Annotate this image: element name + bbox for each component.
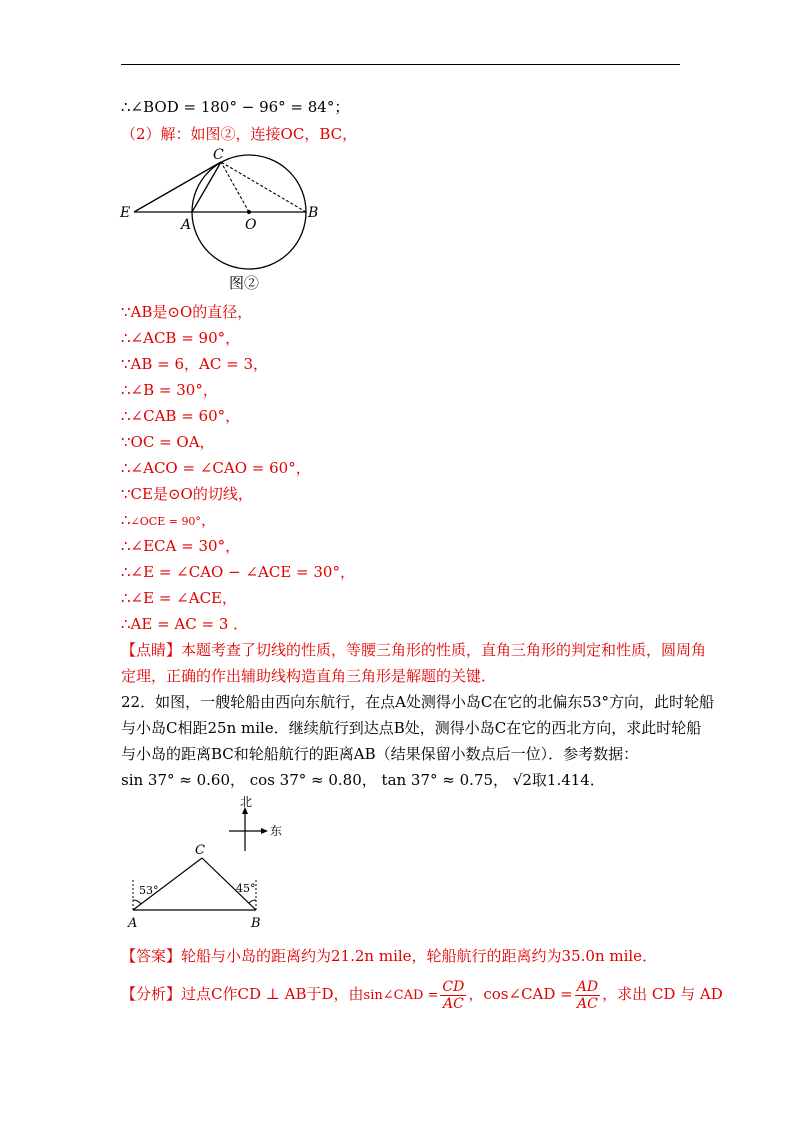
text-line-9: ∴∠ACO = ∠CAO = 60°，: [121, 459, 311, 477]
figure-caption: 图②: [229, 274, 260, 292]
comma: ，: [200, 511, 216, 529]
label-e: E: [120, 205, 131, 221]
fraction-numerator: CD: [442, 978, 465, 995]
segment-oc: [221, 162, 249, 212]
text-line-11: [121, 510, 216, 532]
text-line-3: ∵AB是⊙O的直径，: [121, 303, 253, 321]
analysis-text-2: ，求出 CD 与 AD: [602, 985, 723, 1003]
fraction-numerator: AD: [576, 978, 599, 995]
triangle-figure: [125, 795, 290, 931]
text-line-13: ∴∠E = ∠CAO − ∠ACE = 30°，: [121, 563, 355, 581]
label-a: A: [128, 916, 138, 931]
east-arrow-icon: [261, 828, 268, 834]
segment-ec: [134, 162, 221, 212]
answer-line: [121, 946, 657, 966]
text-line-4: ∴∠ACB = 90°，: [121, 329, 241, 347]
angle-oce-small: ∠OCE = 90°: [130, 515, 201, 528]
text-line-10: ∵CE是⊙O的切线，: [121, 485, 253, 503]
question-line-3: 与小岛的距离BC和轮船航行的距离AB（结果保留小数点后一位）．参考数据：: [121, 745, 639, 763]
analysis-mid: ，: [468, 985, 484, 1003]
angle-arc-a: [133, 900, 141, 904]
question-line-2: 与小岛C相距25n mile．继续航行到达点B处，测得小岛C在它的西北方向，求此时轮船: [121, 719, 702, 737]
angle-arc-b: [249, 900, 256, 903]
text-line-6: ∴∠B = 30°，: [121, 381, 218, 399]
label-a: A: [181, 217, 192, 233]
fraction-ad-ac: [575, 979, 600, 1012]
label-c: C: [195, 843, 205, 858]
header-rule: [121, 64, 680, 65]
answer-text: 轮船与小岛的距离约为21.2n mile，轮船航行的距离约为35.0n mile．: [181, 947, 658, 965]
comment-text-1: 本题考查了切线的性质，等腰三角形的性质，直角三角形的判定和性质，圆周角: [181, 641, 707, 659]
angle-label-a: 53°: [139, 884, 159, 897]
fraction-denominator: AC: [577, 995, 598, 1012]
center-dot: [247, 210, 251, 214]
analysis-label: 【分析】: [121, 985, 182, 1003]
segment-ac: [192, 162, 221, 212]
analysis-text-1: 过点C作CD ⊥ AB于D，由: [181, 985, 364, 1003]
comment-line-1: [121, 640, 706, 660]
text-line-14: ∴∠E = ∠ACE，: [121, 589, 237, 607]
comment-label: 【点睛】: [121, 641, 182, 659]
label-c: C: [213, 147, 224, 163]
fraction-denominator: AC: [442, 995, 464, 1012]
label-north: 北: [240, 795, 253, 809]
segment-bc: [221, 162, 306, 212]
therefore-sign: ∴: [121, 511, 131, 529]
text-line-5: ∵AB = 6，AC = 3，: [121, 355, 269, 373]
text-line-2: （2）解：如图②，连接OC，BC，: [121, 125, 358, 143]
label-o: O: [245, 217, 257, 233]
question-line-4: sin 37° ≈ 0.60， cos 37° ≈ 0.80， tan 37° ≈ 0.75， √2取1.414．: [121, 771, 605, 789]
fraction-cd-ac: [440, 979, 466, 1012]
analysis-cos: cos∠CAD =: [483, 985, 573, 1003]
comment-line-2: 定理，正确的作出辅助线构造直角三角形是解题的关键．: [121, 667, 497, 685]
text-line-1: ∴∠BOD = 180° − 96° = 84°；: [121, 98, 350, 116]
text-line-12: ∴∠ECA = 30°，: [121, 537, 241, 555]
answer-label: 【答案】: [121, 947, 182, 965]
text-line-8: ∵OC = OA，: [121, 433, 215, 451]
question-line-1: 22．如图，一艘轮船由西向东航行，在点A处测得小岛C在它的北偏东53°方向，此时轮船: [121, 693, 714, 711]
label-b: B: [251, 916, 261, 931]
circle-figure: [115, 145, 325, 270]
label-east: 东: [270, 824, 283, 838]
text-line-7: ∴∠CAB = 60°，: [121, 407, 241, 425]
analysis-sin: sin∠CAD =: [363, 988, 439, 1003]
analysis-line: [121, 976, 723, 1014]
text-line-15: ∴AE = AC = 3 ．: [121, 615, 249, 633]
label-b: B: [308, 205, 319, 221]
angle-label-b: 45°: [236, 882, 256, 895]
